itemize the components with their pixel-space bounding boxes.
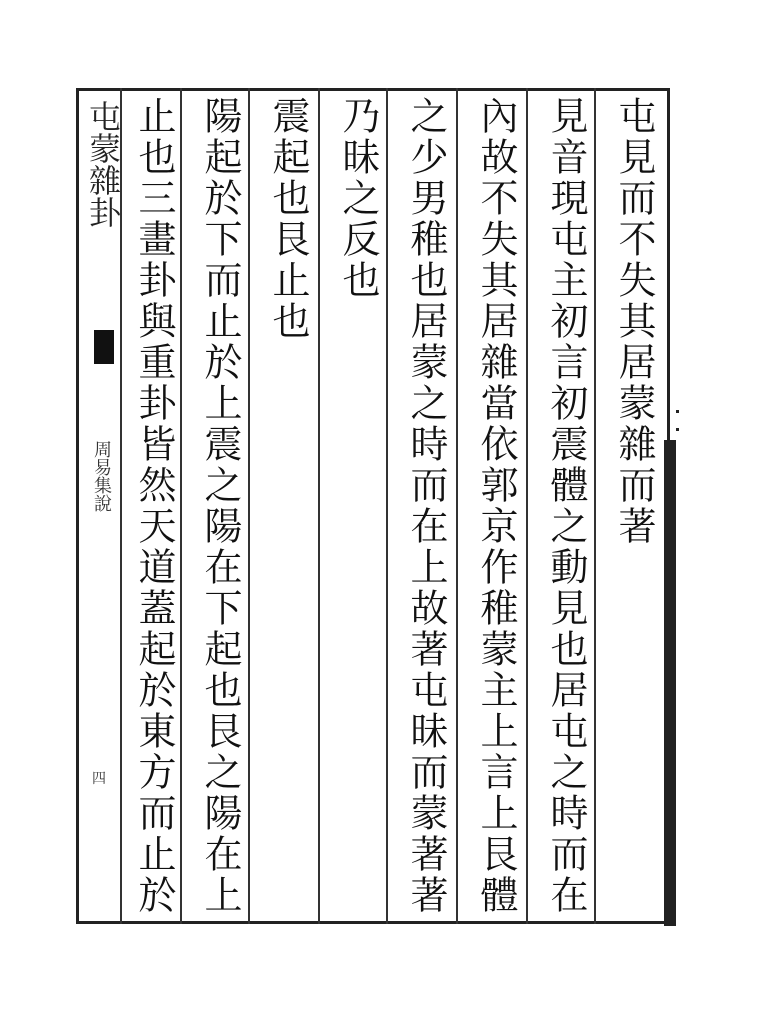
text-column-6: 震起也艮止也 <box>266 96 310 342</box>
text-column-4: 之少男稚也居蒙之時而在上故著屯昧而蒙著著 <box>404 96 448 916</box>
margin-book-title: 周易集說 <box>91 440 112 512</box>
binding-edge <box>664 440 676 926</box>
column-rule <box>386 88 388 924</box>
text-column-2: 見音現屯主初言初震體之動見也居屯之時而在 <box>544 96 588 916</box>
text-column-7: 陽起於下而止於上震之陽在下起也艮之陽在上 <box>198 96 242 916</box>
column-rule <box>456 88 458 924</box>
column-rule <box>318 88 320 924</box>
margin-title: 屯蒙雜卦 <box>84 100 122 228</box>
fishtail-mark <box>94 330 114 364</box>
column-rule <box>594 88 596 924</box>
text-column-8: 止也三畫卦與重卦皆然天道蓋起於東方而止於 <box>132 96 176 916</box>
margin-page-number: 四 <box>92 771 106 787</box>
column-rule <box>526 88 528 924</box>
text-column-5: 乃昧之反也 <box>336 96 380 301</box>
text-column-3: 內故不失其居雜當依郭京作稚蒙主上言上艮體 <box>474 96 518 916</box>
column-rule <box>248 88 250 924</box>
ink-speck <box>676 410 679 413</box>
ink-speck <box>676 428 679 431</box>
text-column-1: 屯見而不失其居蒙雜而著 <box>612 96 656 547</box>
